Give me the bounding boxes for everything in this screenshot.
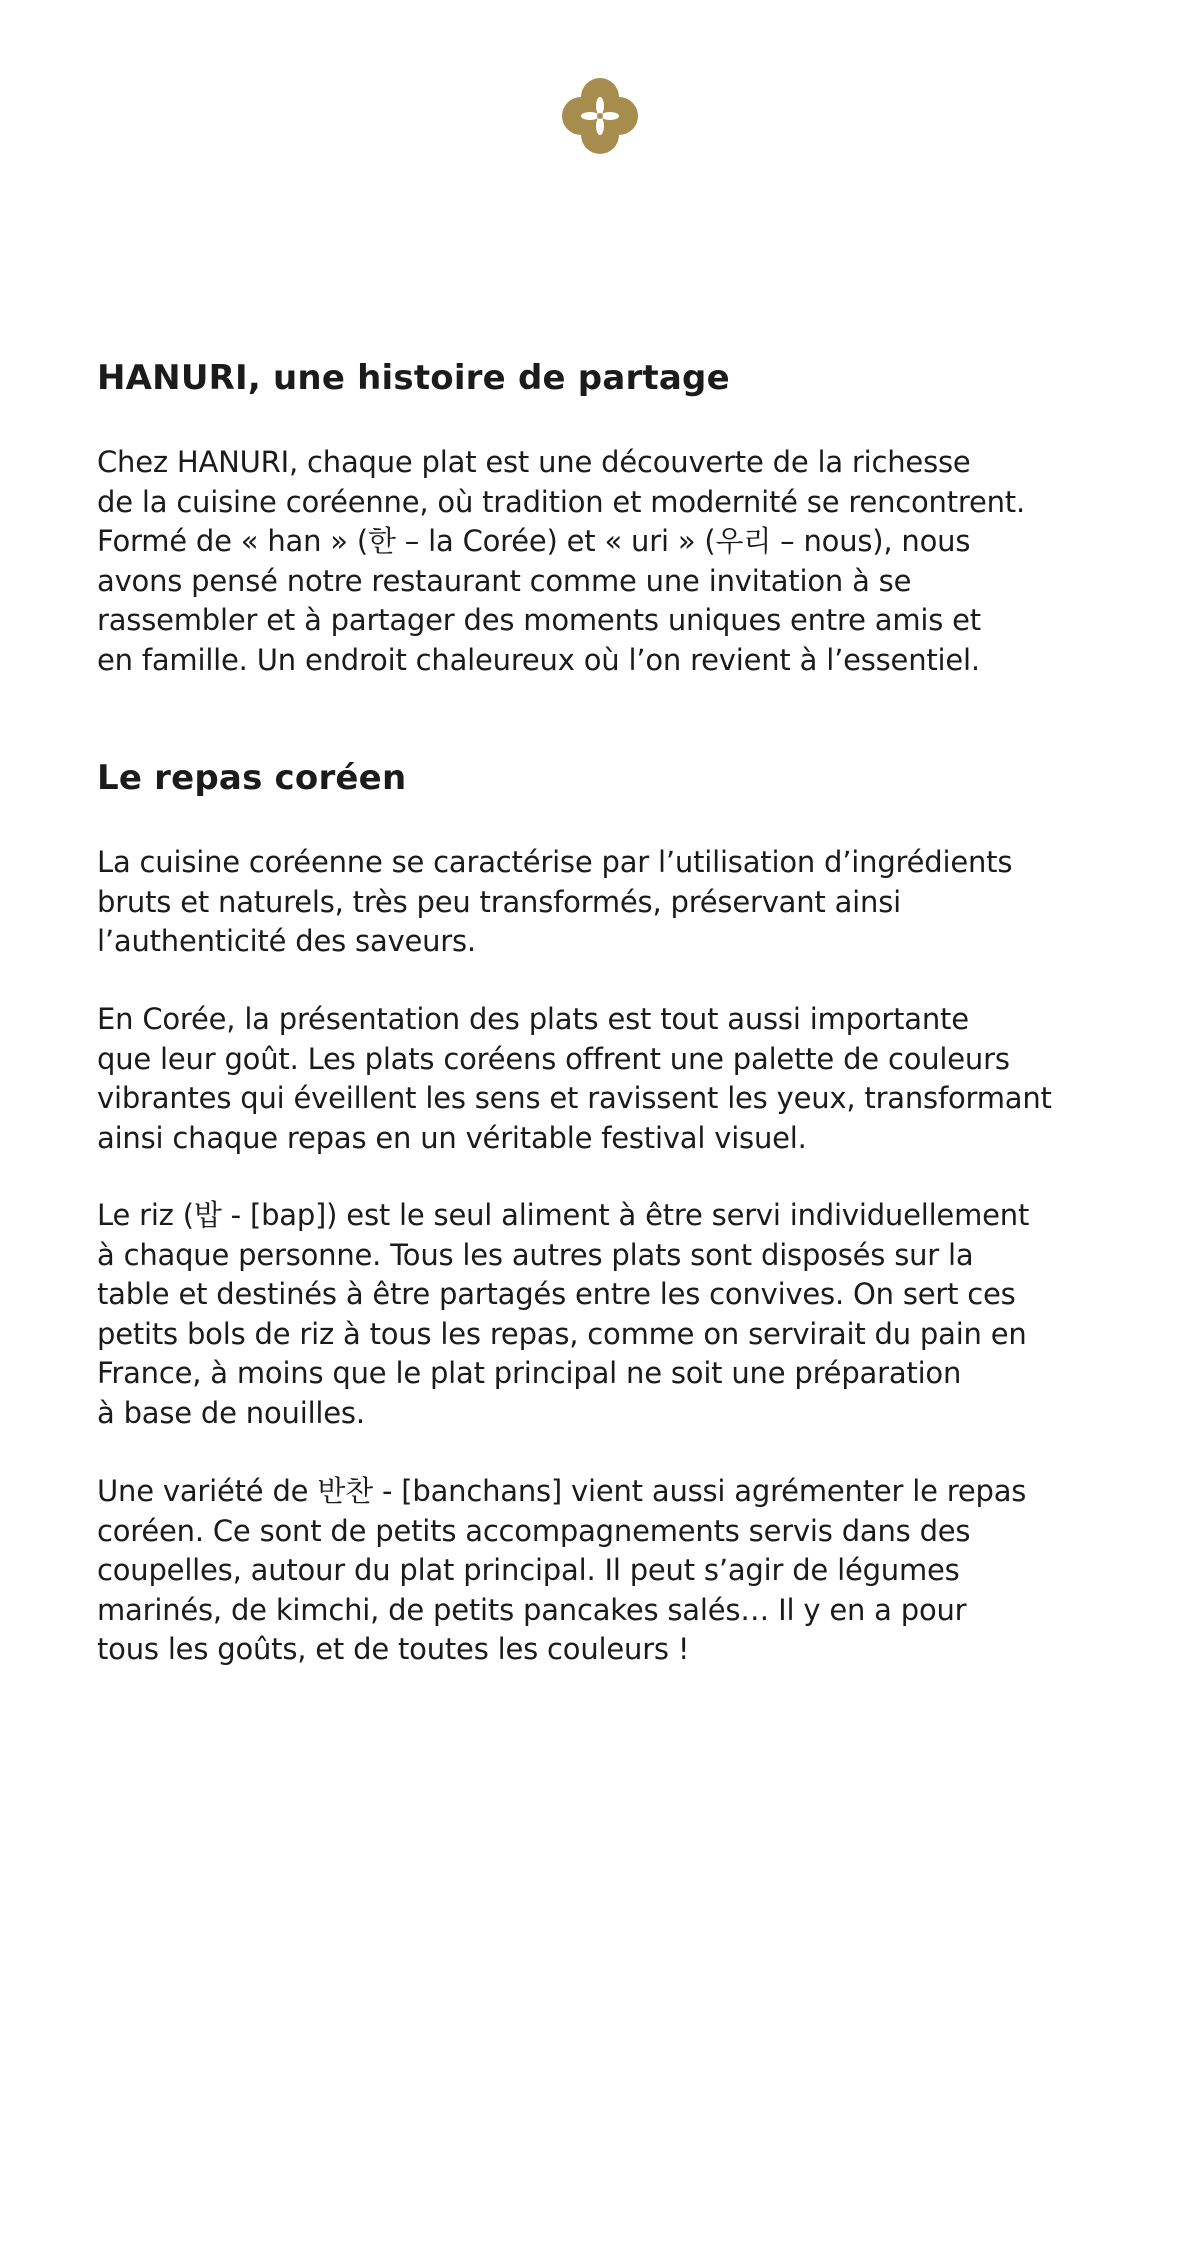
text-line: que leur goût. Les plats coréens offrent une palette de couleurs [97, 1041, 1010, 1076]
text-line: avons pensé notre restaurant comme une invitation à se [97, 563, 912, 598]
text-line: En Corée, la présentation des plats est tout aussi importante [97, 1002, 969, 1036]
paragraph-ingredients [97, 843, 1012, 962]
text-line: à base de nouilles. [97, 1395, 365, 1430]
paragraph-hanuri-intro [97, 443, 1025, 680]
text-line: Formé de « han » (한 – la Corée) et « uri » (우리 – nous), nous [97, 524, 971, 558]
text-line: Chez HANURI, chaque plat est une découverte de la richesse [97, 445, 971, 479]
four-petal-flower-icon [560, 76, 640, 156]
text-line: La cuisine coréenne se caractérise par l’utilisation d’ingrédients [97, 845, 1013, 879]
text-line: bruts et naturels, très peu transformés, préservant ainsi [97, 884, 901, 919]
text-line: rassembler et à partager des moments uniques entre amis et [97, 603, 981, 637]
text-line: table et destinés à être partagés entre les convives. On sert ces [97, 1277, 1016, 1311]
text-line: petits bols de riz à tous les repas, comme on servirait du pain en [97, 1316, 1027, 1351]
text-line: Une variété de 반찬 - [banchans] vient aussi agrémenter le repas [97, 1474, 1027, 1508]
text-line: marinés, de kimchi, de petits pancakes salés… Il y en a pour [97, 1592, 967, 1627]
paragraph-banchans [97, 1472, 1026, 1670]
text-line: en famille. Un endroit chaleureux où l’on revient à l’essentiel. [97, 642, 980, 677]
paragraph-presentation [97, 1000, 1052, 1158]
text-line: de la cuisine coréenne, où tradition et modernité se rencontrent. [97, 484, 1025, 519]
section-title-hanuri: HANURI, une histoire de partage [97, 358, 730, 398]
text-line: tous les goûts, et de toutes les couleurs ! [97, 1632, 690, 1666]
paragraph-riz [97, 1196, 1029, 1433]
text-line: à chaque personne. Tous les autres plats sont disposés sur la [97, 1237, 974, 1272]
text-line: France, à moins que le plat principal ne soit une préparation [97, 1356, 962, 1390]
text-line: l’authenticité des saveurs. [97, 924, 476, 958]
text-line: Le riz (밥 - [bap]) est le seul aliment à être servi individuellement [97, 1198, 1030, 1232]
text-line: coréen. Ce sont de petits accompagnements servis dans des [97, 1513, 971, 1548]
text-line: vibrantes qui éveillent les sens et ravissent les yeux, transformant [97, 1081, 1052, 1115]
text-line: coupelles, autour du plat principal. Il peut s’agir de légumes [97, 1553, 960, 1587]
section-title-repas-coreen: Le repas coréen [97, 758, 407, 798]
text-line: ainsi chaque repas en un véritable festival visuel. [97, 1120, 807, 1155]
